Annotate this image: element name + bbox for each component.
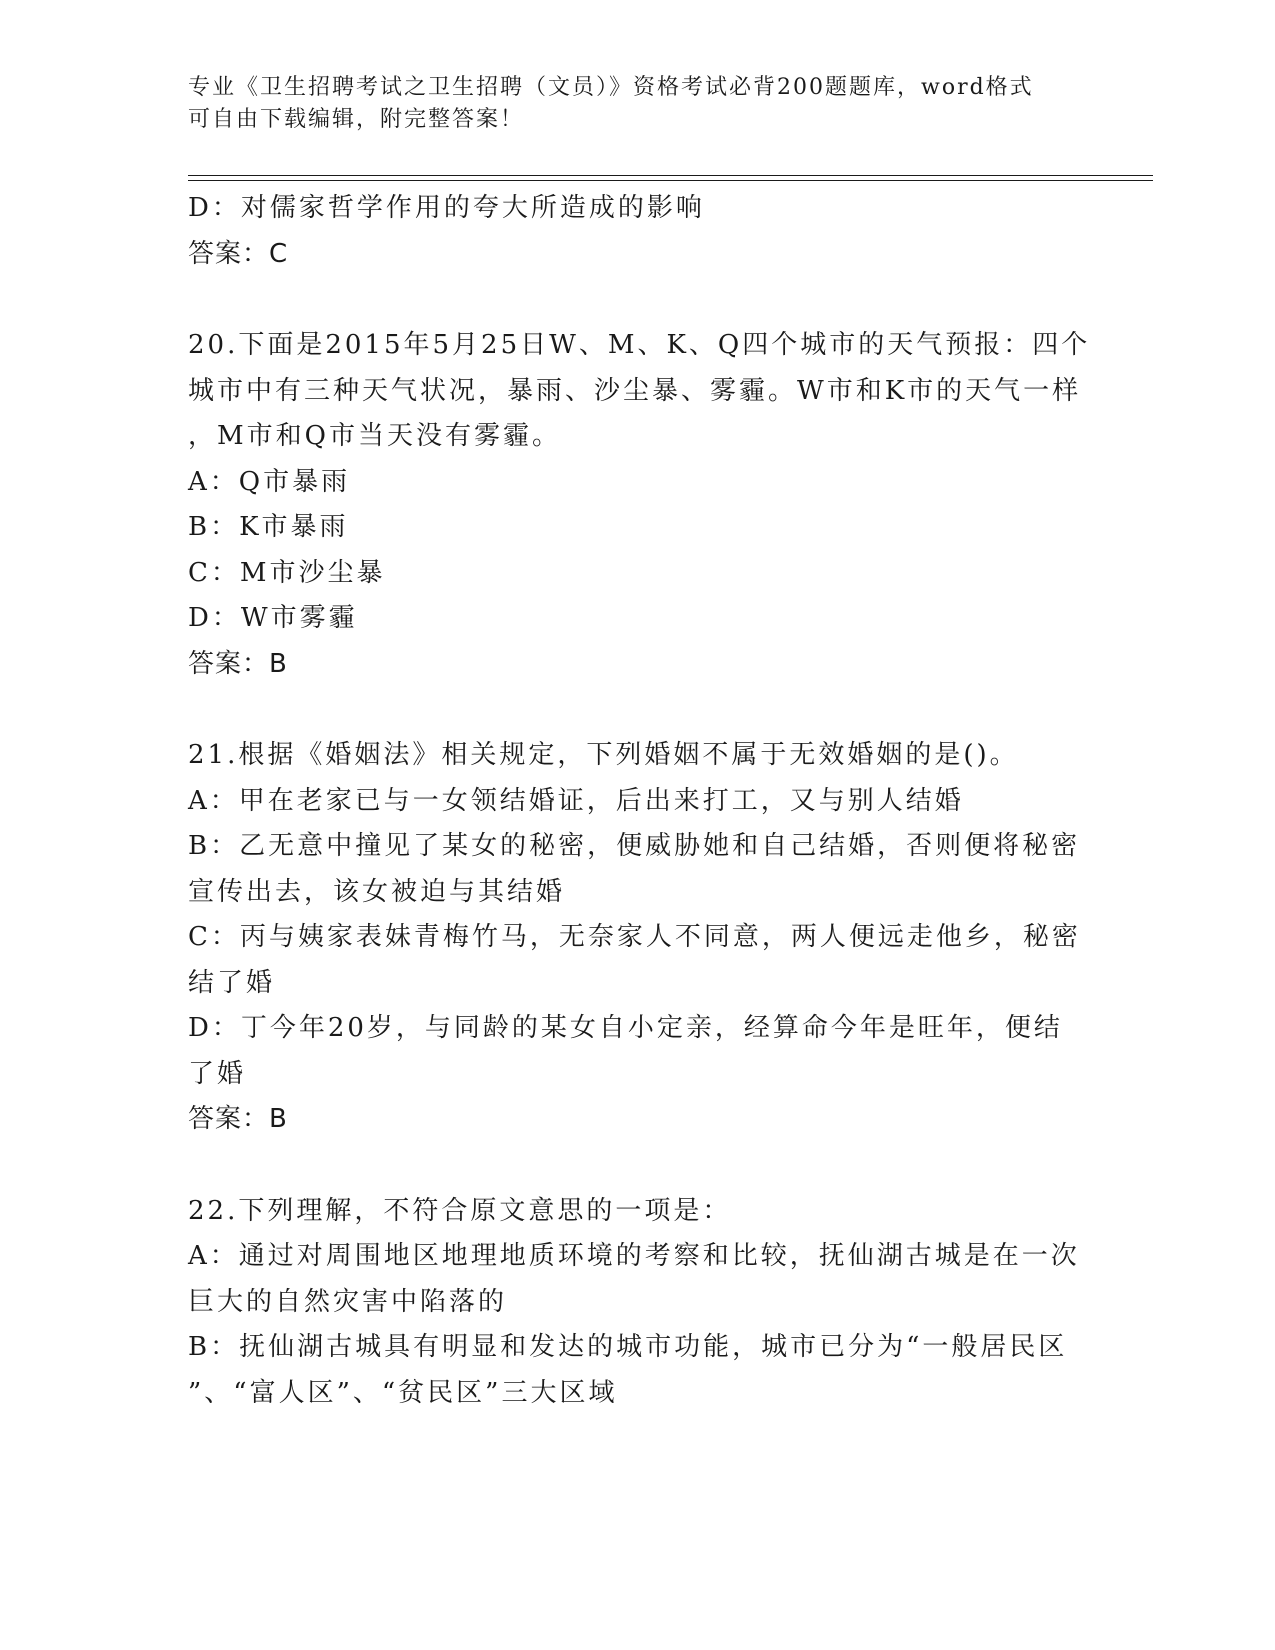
q21-option-c-line-1: C：丙与姨家表妹青梅竹马，无奈家人不同意，两人便远走他乡，秘密: [188, 922, 1081, 952]
question-gap: [188, 1143, 1088, 1189]
question-20: [188, 323, 1091, 687]
question-gap: [188, 277, 1088, 323]
q22-stem: 22.下列理解，不符合原文意思的一项是：: [188, 1195, 732, 1226]
q21-answer: 答案：B: [188, 1104, 288, 1134]
prev-option-d: D：对儒家哲学作用的夸大所造成的影响: [188, 193, 705, 223]
q21-option-b-line-1: B：乙无意中撞见了某女的秘密，便威胁她和自己结婚，否则便将秘密: [188, 831, 1081, 861]
document-header: [188, 72, 1068, 136]
q20-option-b: B：K市暴雨: [188, 512, 349, 542]
q21-option-b-line-2: 宣传出去，该女被迫与其结婚: [188, 876, 566, 907]
q20-stem-line-3: ，M市和Q市当天没有雾霾。: [188, 421, 561, 451]
prev-answer: 答案：C: [188, 238, 289, 269]
q21-option-d-line-2: 了婚: [188, 1058, 247, 1089]
q20-option-a: A：Q市暴雨: [188, 466, 351, 497]
document-body: [188, 186, 1091, 1416]
header-rule-top: [188, 175, 1153, 176]
question-21: [188, 733, 1088, 1143]
q20-stem-line-1: 20.下面是2015年5月25日W、M、K、Q四个城市的天气预报：四个: [188, 330, 1091, 360]
q21-option-c-line-2: 结了婚: [188, 967, 276, 998]
q21-stem: 21.根据《婚姻法》相关规定，下列婚姻不属于无效婚姻的是()。: [188, 740, 1019, 770]
q20-option-c: C：M市沙尘暴: [188, 557, 386, 588]
q22-option-a-line-2: 巨大的自然灾害中陷落的: [188, 1286, 508, 1317]
q20-stem-line-2: 城市中有三种天气状况，暴雨、沙尘暴、雾霾。W市和K市的天气一样: [188, 375, 1082, 406]
q21-option-d-line-1: D：丁今年20岁，与同龄的某女自小定亲，经算命今年是旺年，便结: [188, 1013, 1063, 1043]
q20-answer: 答案：B: [188, 648, 288, 679]
header-line-2: 可自由下载编辑，附完整答案！: [188, 107, 525, 132]
q22-option-b-line-1: B：抚仙湖古城具有明显和发达的城市功能，城市已分为“一般居民区: [188, 1332, 1068, 1362]
q20-option-d: D：W市雾霾: [188, 603, 358, 633]
question-gap: [188, 687, 1088, 733]
q22-option-b-line-2: ”、“富人区”、“贫民区”三大区域: [188, 1377, 618, 1408]
q21-option-a: A：甲在老家已与一女领结婚证，后出来打工，又与别人结婚: [188, 785, 964, 816]
header-line-1: 专业《卫生招聘考试之卫生招聘（文员）》资格考试必背200题题库，word格式: [188, 75, 1034, 100]
question-22: [188, 1189, 1088, 1417]
header-rule-bottom: [188, 180, 1153, 181]
q22-option-a-line-1: A：通过对周围地区地理地质环境的考察和比较，抚仙湖古城是在一次: [188, 1241, 1080, 1271]
